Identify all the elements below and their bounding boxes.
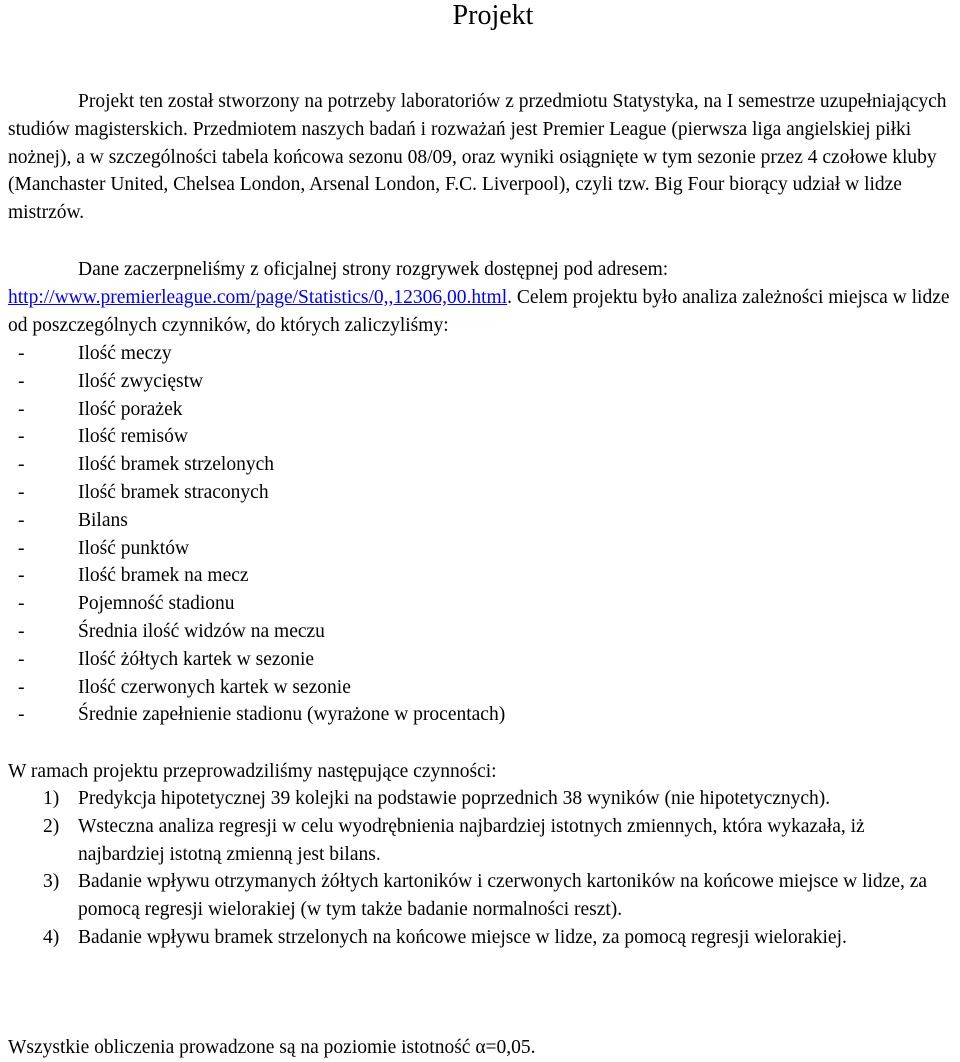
list-item: [8, 674, 948, 702]
factors-list: [8, 340, 948, 729]
step-number: 3): [43, 871, 60, 893]
list-item: [8, 507, 948, 535]
closing-paragraph: Wszystkie obliczenia prowadzone są na poziomie istotność α=0,05.: [8, 1037, 536, 1058]
dash-bullet: -: [18, 370, 25, 392]
factor-label: Ilość zwycięstw: [78, 370, 204, 392]
dash-bullet: -: [18, 676, 25, 698]
step-text: Badanie wpływu otrzymanych żółtych kartoników i czerwonych kartoników na końcowe miejsce w lidze, za pomocą regresji wielorakiej (w tym także badanie normalności reszt).: [78, 871, 928, 921]
list-item: [8, 785, 948, 813]
list-item: [8, 868, 948, 924]
factor-label: Ilość bramek straconych: [78, 481, 269, 503]
dash-bullet: -: [18, 593, 25, 615]
dash-bullet: -: [18, 481, 25, 503]
step-text: Predykcja hipotetycznej 39 kolejki na podstawie poprzednich 38 wyników (nie hipotetycznych).: [78, 788, 831, 809]
dash-bullet: -: [18, 704, 25, 726]
dash-bullet: -: [18, 426, 25, 448]
intro-paragraph: [8, 88, 956, 227]
factor-label: Ilość bramek strzelonych: [78, 454, 275, 476]
dash-bullet: -: [18, 537, 25, 559]
list-item: [8, 701, 948, 729]
factor-label: Ilość remisów: [78, 426, 188, 448]
source-text-before-link: Dane zaczerpneliśmy z oficjalnej strony rozgrywek dostępnej pod adresem:: [78, 259, 669, 280]
factor-label: Ilość żółtych kartek w sezonie: [78, 648, 315, 670]
factor-label: Średnie zapełnienie stadionu (wyrażone w procentach): [78, 704, 506, 726]
dash-bullet: -: [18, 509, 25, 531]
list-item: [8, 924, 948, 952]
factor-label: Ilość punktów: [78, 537, 190, 559]
step-text: Wsteczna analiza regresji w celu wyodrębnienia najbardziej istotnych zmiennych, która wykazała, iż najbardziej istotną zmienną jest bilans.: [78, 815, 865, 865]
dash-bullet: -: [18, 454, 25, 476]
source-link[interactable]: http://www.premierleague.com/page/Statistics/0,,12306,00.html: [8, 286, 508, 308]
factor-label: Ilość porażek: [78, 398, 183, 420]
list-item: [8, 562, 948, 590]
step-number: 2): [43, 815, 60, 837]
list-item: [8, 396, 948, 424]
factor-label: Ilość bramek na mecz: [78, 565, 249, 587]
dash-bullet: -: [18, 620, 25, 642]
step-number: 1): [43, 788, 60, 809]
dash-bullet: -: [18, 565, 25, 587]
page-title: Projekt: [452, 0, 534, 31]
factor-label: Bilans: [78, 509, 128, 531]
intro-paragraph-text: Projekt ten został stworzony na potrzeby laboratoriów z przedmiotu Statystyka, na I semestrze uzupełniających studiów magisterskich. Przedmiotem naszych badań i rozważań jest Premier League (pierwsza liga angielskiej piłki nożnej), a w szczególności tabela końcowa sezonu 08/09, oraz wyniki osiągnięte w tym sezonie przez 4 czołowe kluby (Manchaster United, Chelsea London, Arsenal London, F.C. Liverpool), czyli tzw. Big Four biorący udział w lidze mistrzów.: [8, 91, 947, 224]
factor-label: Ilość czerwonych kartek w sezonie: [78, 676, 351, 698]
list-item: [8, 368, 948, 396]
source-text-after-link: . Celem projektu było analiza zależności miejsca w lidze od poszczególnych czynników, do których zaliczyliśmy:: [8, 286, 950, 336]
list-item: [8, 646, 948, 674]
factor-label: Pojemność stadionu: [78, 593, 235, 615]
source-paragraph: [8, 256, 956, 339]
factor-label: Średnia ilość widzów na meczu: [78, 620, 325, 642]
dash-bullet: -: [18, 398, 25, 420]
list-item: [8, 590, 948, 618]
dash-bullet: -: [18, 648, 25, 670]
list-item: [8, 340, 948, 368]
list-item: [8, 618, 948, 646]
factor-label: Ilość meczy: [78, 343, 172, 364]
list-item: [8, 479, 948, 507]
step-text: Badanie wpływu bramek strzelonych na końcowe miejsce w lidze, za pomocą regresji wielorakiej.: [78, 926, 847, 948]
list-item: [8, 423, 948, 451]
list-item: [8, 535, 948, 563]
step-number: 4): [43, 926, 60, 948]
list-item: [8, 813, 948, 869]
steps-list: [8, 785, 948, 952]
list-item: [8, 451, 948, 479]
dash-bullet: -: [18, 343, 25, 364]
steps-intro: W ramach projektu przeprowadziliśmy następujące czynności:: [8, 761, 497, 782]
